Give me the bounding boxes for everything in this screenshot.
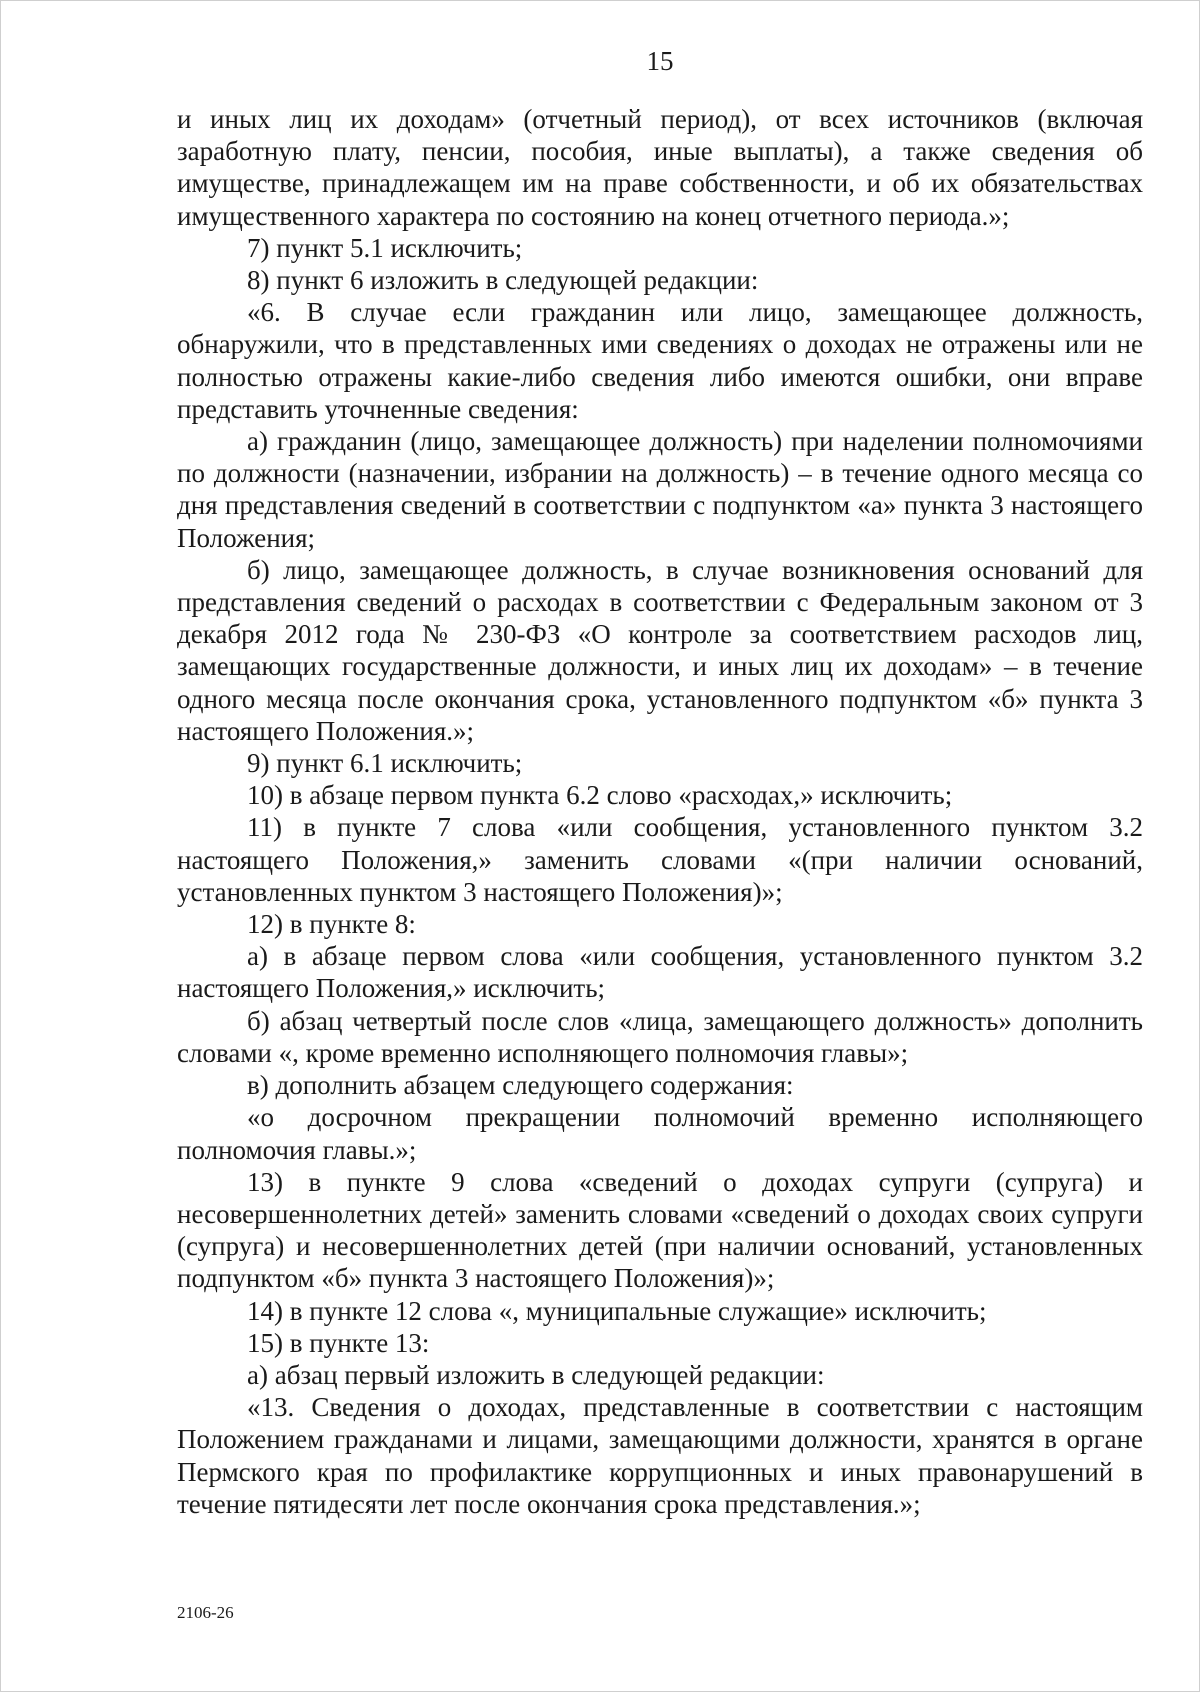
paragraph-item-14: 14) в пункте 12 слова «, муниципальные служащие» исключить; bbox=[247, 1295, 987, 1326]
paragraph-subitem-b: б) лицо, замещающее должность, в случае возникновения оснований для представления сведений о расходах в соответствии с Федеральным законом от 3 декабря 2012 года № 230-ФЗ «О контроле за соответствием расходов лиц, замещающих государственные должности, и иных лиц их доходам» – в течение одного месяца после окончания срока, установленного подпунктом «б» пункта 3 настоящего Положения.»; bbox=[177, 554, 1143, 746]
paragraph-item-13: 13) в пункте 9 слова «сведений о доходах супруги (супруга) и несовершеннолетних детей» заменить словами «сведений о доходах своих супруги (супруга) и несовершеннолетних детей (при наличии оснований, установленных подпунктом «б» пункта 3 настоящего Положения)»; bbox=[177, 1166, 1143, 1294]
paragraph-quote-early-termination: «о досрочном прекращении полномочий временно исполняющего полномочия главы.»; bbox=[177, 1102, 1143, 1165]
paragraph-item-12: 12) в пункте 8: bbox=[247, 909, 416, 940]
paragraph-item-12-a: а) в абзаце первом слова «или сообщения, установленного пунктом 3.2 настоящего Положения,» исключить; bbox=[177, 941, 1143, 1004]
paragraph-subitem-a: а) гражданин (лицо, замещающее должность) при наделении полномочиями по должности (назначении, избрании на должность) – в течение одного месяца со дня представления сведений в соответствии с подпунктом «а» пункта 3 настоящего Положения; bbox=[177, 426, 1143, 553]
paragraph-item-15-a: а) абзац первый изложить в следующей редакции: bbox=[247, 1359, 825, 1390]
paragraph-continuation: и иных лиц их доходам» (отчетный период), от всех источников (включая заработную плату, пенсии, пособия, иные выплаты), а также сведения об имуществе, принадлежащем им на праве собственности, и об их обязательствах имущественного характера по состоянию на конец отчетного периода.»; bbox=[177, 104, 1143, 231]
paragraph-item-11: 11) в пункте 7 слова «или сообщения, установленного пунктом 3.2 настоящего Положения,» заменить словами «(при наличии оснований, установленных пунктом 3 настоящего Положения)»; bbox=[177, 812, 1143, 907]
paragraph-item-12-b: б) абзац четвертый после слов «лица, замещающего должность» дополнить словами «, кроме временно исполняющего полномочия главы»; bbox=[177, 1005, 1143, 1068]
paragraph-item-9: 9) пункт 6.1 исключить; bbox=[247, 748, 523, 779]
paragraph-item-10: 10) в абзаце первом пункта 6.2 слово «расходах,» исключить; bbox=[247, 780, 953, 811]
paragraph-item-8: 8) пункт 6 изложить в следующей редакции: bbox=[247, 265, 759, 296]
paragraph-quote-13: «13. Сведения о доходах, представленные в соответствии с настоящим Положением гражданами и лицами, замещающими должности, хранятся в органе Пермского края по профилактике коррупционных и иных правонарушений в течение пятидесяти лет после окончания срока представления.»; bbox=[177, 1392, 1143, 1519]
page-number: 15 bbox=[646, 46, 674, 76]
paragraph-item-12-v: в) дополнить абзацем следующего содержания: bbox=[247, 1070, 794, 1101]
paragraph-item-7: 7) пункт 5.1 исключить; bbox=[247, 232, 523, 263]
document-code: 2106-26 bbox=[177, 1603, 234, 1622]
paragraph-quote-6: «6. В случае если гражданин или лицо, замещающее должность, обнаружили, что в представленных ими сведениях о доходах не отражены или не полностью отражены какие-либо сведения либо имеются ошибки, они вправе представить уточненные сведения: bbox=[177, 297, 1143, 424]
document-body bbox=[177, 103, 1143, 1520]
paragraph-item-15: 15) в пункте 13: bbox=[247, 1327, 430, 1358]
